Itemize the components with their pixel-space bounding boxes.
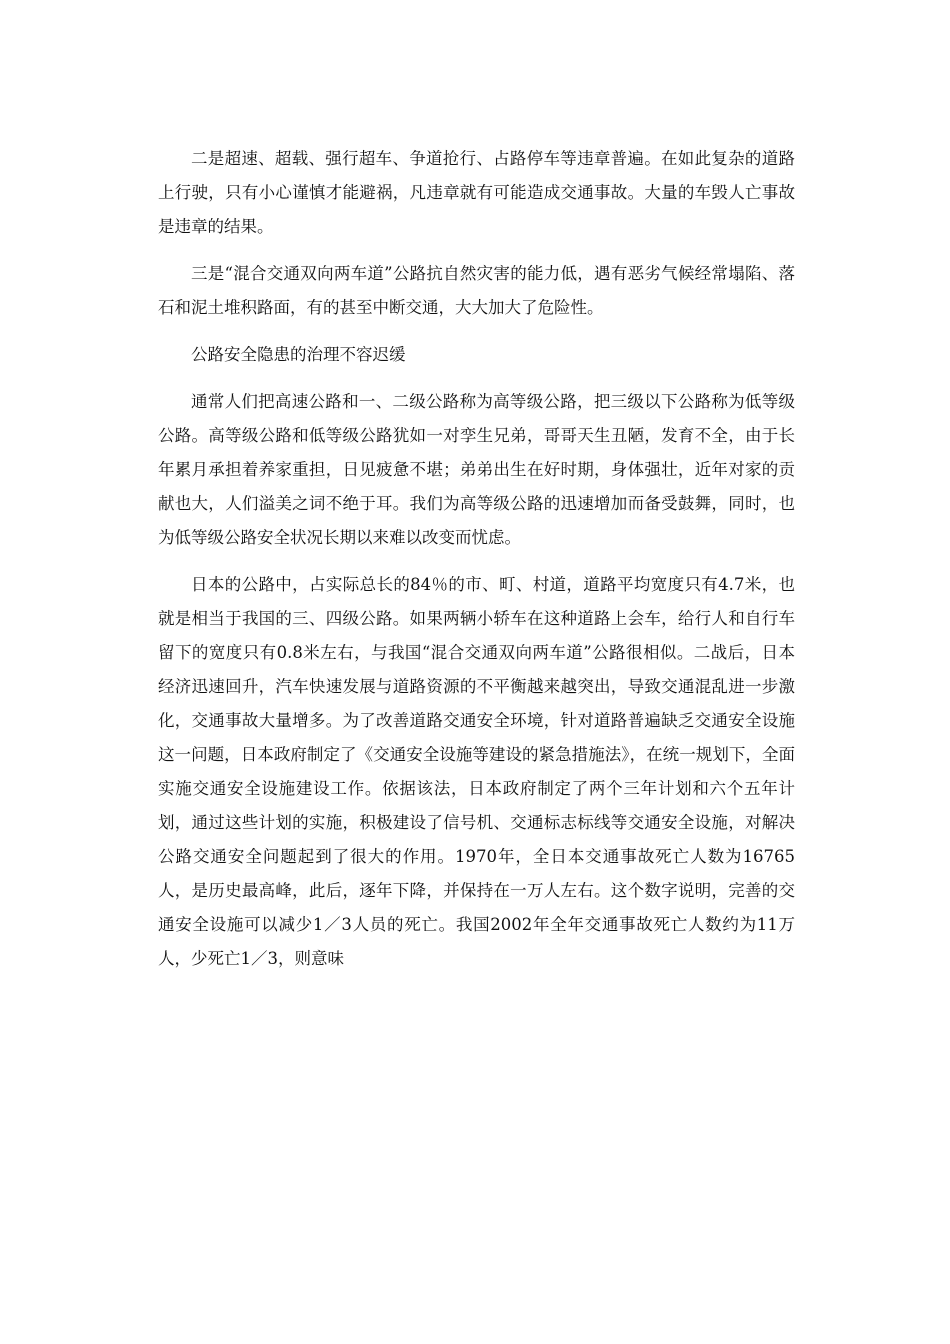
paragraph-disaster-resistance: 三是“混合交通双向两车道”公路抗自然灾害的能力低，遇有恶劣气候经常塌陷、落石和泥土堆积路面，有的甚至中断交通，大大加大了危险性。 (158, 264, 795, 317)
paragraph-japan-example: 日本的公路中，占实际总长的84％的市、町、村道，道路平均宽度只有4.7米，也就是相当于我国的三、四级公路。如果两辆小轿车在这种道路上会车，给行人和自行车留下的宽度只有0.8米左右，与我国“混合交通双向两车道”公路很相似。二战后，日本经济迅速回升，汽车快速发展与道路资源的不平衡越来越突出，导致交通混乱进一步激化，交通事故大量增多。为了改善道路交通安全环境，针对道路普遍缺乏交通安全设施这一问题，日本政府制定了《交通安全设施等建设的紧急措施法》，在统一规划下，全面实施交通安全设施建设工作。依据该法，日本政府制定了两个三年计划和六个五年计划，通过这些计划的实施，积极建设了信号机、交通标志标线等交通安全设施，对解决公路交通安全问题起到了很大的作用。1970年，全日本交通事故死亡人数为16765人，是历史最高峰，此后，逐年下降，并保持在一万人左右。这个数字说明，完善的交通安全设施可以减少1／3人员的死亡。我国2002年全年交通事故死亡人数约为11万人，少死亡1／3，则意味 (158, 575, 795, 968)
document-body (158, 142, 795, 989)
paragraph-road-grades: 通常人们把高速公路和一、二级公路称为高等级公路，把三级以下公路称为低等级公路。高等级公路和低等级公路犹如一对孪生兄弟，哥哥天生丑陋，发育不全，由于长年累月承担着养家重担，日见疲惫不堪；弟弟出生在好时期，身体强壮，近年对家的贡献也大，人们溢美之词不绝于耳。我们为高等级公路的迅速增加而备受鼓舞，同时，也为低等级公路安全状况长期以来难以改变而忧虑。 (158, 392, 795, 547)
section-heading: 公路安全隐患的治理不容迟缓 (191, 345, 406, 364)
paragraph-violations: 二是超速、超载、强行超车、争道抢行、占路停车等违章普遍。在如此复杂的道路上行驶，只有小心谨慎才能避祸，凡违章就有可能造成交通事故。大量的车毁人亡事故是违章的结果。 (158, 149, 795, 236)
